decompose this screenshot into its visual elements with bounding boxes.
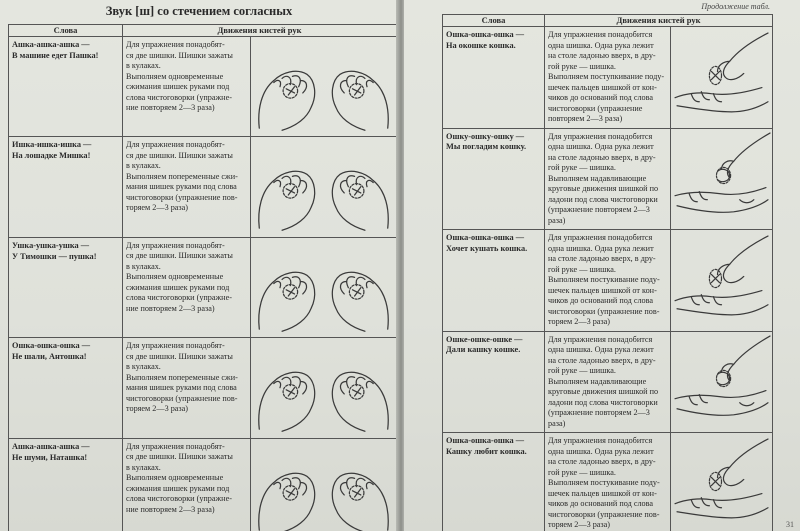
table-row	[9, 237, 397, 337]
description-line: одна шишка. Одна рука лежит	[548, 142, 654, 151]
tongue-twister-line: Ушка-ушка-ушка —	[12, 240, 90, 250]
exercise-description	[123, 338, 251, 438]
tongue-twister-line: У Тимошки — пушка!	[12, 251, 97, 261]
description-line: ся две шишки. Шишки зажаты	[126, 351, 233, 361]
description-line: одна шишка. Одна рука лежит	[548, 446, 654, 456]
description-line: Выполняем постукивание поду-	[548, 478, 660, 487]
description-line: мания шишек руками под слова	[126, 182, 237, 192]
tongue-twister-line: Ошка-ошка-ошка —	[446, 30, 525, 39]
description-line: сжимания шишек руками под	[126, 82, 230, 91]
table-row	[443, 331, 773, 433]
description-line: Выполняем одновременные	[126, 71, 224, 81]
description-line: Для упражнения понадобится	[548, 233, 653, 242]
table-row	[443, 230, 773, 332]
description-line: Выполняем одновременные	[126, 473, 224, 483]
description-line: гой руке — шишка.	[548, 61, 616, 71]
exercise-description	[545, 230, 671, 332]
table-header-row	[443, 15, 773, 27]
description-line: Выполняем попеременные сжи-	[126, 171, 238, 181]
tongue-twister-line: Ошка-ошка-ошка —	[446, 233, 525, 242]
description-line: гой руке — шишка.	[548, 264, 616, 274]
tongue-twister-line: Не шуми, Наташка!	[12, 452, 88, 462]
description-line: Для упражнения понадобят-	[126, 40, 225, 49]
tongue-twister-line: Хочет кушать кошка.	[446, 243, 528, 253]
description-line: раза)	[548, 418, 566, 428]
description-line: в кулаках.	[126, 462, 161, 472]
tongue-twister-line: Мы погладим кошку.	[446, 142, 527, 152]
description-line: (упражнение повторяем 2—3	[548, 408, 650, 417]
tongue-twister	[9, 338, 123, 438]
description-line: на столе ладонью вверх, в дру-	[548, 51, 656, 60]
description-line: торяем 2—3 раза)	[126, 203, 189, 213]
tongue-twister	[9, 237, 123, 337]
description-line: круговые движения шишкой по	[548, 184, 659, 193]
description-line: гой руке — шишка.	[548, 366, 616, 375]
description-line: Для упражнения понадобится	[548, 30, 653, 39]
tongue-twister-line: На лошадке Мишка!	[12, 151, 91, 161]
description-line: чистоговорки (упражнение пов-	[126, 192, 238, 202]
page-title: Звук [ш] со стечением согласных	[105, 4, 293, 18]
tongue-twister	[9, 37, 123, 137]
header-words: Слова	[443, 15, 545, 27]
description-line: ладони под слова чистоговорки	[548, 397, 658, 407]
tongue-twister	[443, 27, 545, 129]
tongue-twister	[443, 128, 545, 230]
exercise-description	[545, 128, 671, 230]
left-page	[0, 0, 398, 531]
description-line: чистоговорки (упражнение	[548, 103, 643, 113]
table-header-row	[9, 25, 397, 37]
description-line: ся две шишки. Шишки зажаты	[126, 50, 233, 60]
description-line: на столе ладонью вверх, в дру-	[548, 457, 656, 466]
description-line: одна шишка. Одна рука лежит	[548, 345, 654, 354]
description-line: ся две шишки. Шишки зажаты	[126, 251, 233, 261]
two-fists-with-cones-icon	[251, 338, 397, 438]
description-line: сжимания шишек руками под	[126, 483, 230, 493]
tongue-twister-line: Ашка-ашка-ашка —	[12, 441, 90, 451]
tongue-twister-line: Ошка-ошка-ошка —	[446, 436, 525, 445]
description-line: в кулаках.	[126, 61, 161, 70]
header-hand-movements: Движения кистей рук	[545, 15, 773, 27]
hand-tapping-palm-with-cone-icon	[671, 230, 773, 332]
tongue-twister	[443, 331, 545, 433]
description-line: Для упражнения понадобят-	[126, 341, 225, 351]
table-row	[9, 438, 397, 531]
description-line: в кулаках.	[126, 362, 161, 372]
description-line: ние повторяем 2—3 раза)	[126, 504, 215, 514]
description-line: чиков до оснований под слова	[548, 93, 654, 102]
table-row	[9, 338, 397, 438]
description-line: шечек пальцев шишкой от кон-	[548, 285, 657, 295]
page-number: 31	[786, 520, 794, 529]
tongue-twister-line: Ашка-ашка-ашка —	[12, 40, 90, 49]
tongue-twister-line: Кашку любит кошка.	[446, 446, 527, 456]
description-line: Выполняем поступкивание поду-	[548, 72, 665, 81]
description-line: чистоговорки (упражнение пов-	[548, 306, 660, 316]
description-line: сжимания шишек руками под	[126, 282, 230, 292]
tongue-twister-line: Ишка-ишка-ишка —	[12, 140, 92, 150]
description-line: шечек пальцев шишкой от кон-	[548, 488, 657, 498]
description-line: ся две шишки. Шишки зажаты	[126, 452, 233, 462]
description-line: (упражнение повторяем 2—3	[548, 205, 650, 214]
tongue-twister	[443, 433, 545, 531]
description-line: круговые движения шишкой по	[548, 387, 659, 396]
description-line: одна шишка. Одна рука лежит	[548, 40, 654, 50]
description-line: торяем 2—3 раза)	[126, 404, 189, 414]
description-line: Для упражнения понадобят-	[126, 140, 225, 150]
tongue-twister-line: На окошке кошка.	[446, 40, 516, 50]
description-line: Для упражнения понадобят-	[126, 240, 225, 250]
tongue-twister	[9, 438, 123, 531]
exercise-table-right	[442, 14, 773, 531]
description-line: слова чистоговорки (упражне-	[126, 293, 232, 303]
description-line: чиков до оснований под слова	[548, 499, 654, 508]
description-line: гой руке — шишка.	[548, 467, 616, 477]
description-line: Для упражнения понадобится	[548, 131, 653, 141]
exercise-description	[123, 37, 251, 137]
two-fists-with-cones-icon	[251, 237, 397, 337]
header-hand-movements: Движения кистей рук	[123, 25, 397, 37]
description-line: повторяем 2—3 раза)	[548, 114, 623, 123]
description-line: чистоговорки (упражнение пов-	[548, 509, 660, 519]
two-fists-with-cones-icon	[251, 438, 397, 531]
exercise-description	[123, 438, 251, 531]
hand-tapping-palm-with-cone-icon	[671, 433, 773, 531]
description-line: Выполняем попеременные сжи-	[126, 372, 238, 382]
tongue-twister-line: Ошку-ошку-ошку —	[446, 131, 525, 141]
description-line: торяем 2—3 раза)	[548, 520, 611, 529]
exercise-description	[545, 27, 671, 129]
description-line: Для упражнения понадобится	[548, 436, 653, 445]
tongue-twister	[9, 137, 123, 237]
description-line: чистоговорки (упражнение пов-	[126, 393, 238, 403]
description-line: ние повторяем 2—3 раза)	[126, 303, 215, 313]
tongue-twister-line: Не шали, Антошка!	[12, 352, 87, 362]
description-line: слова чистоговорки (упражне-	[126, 92, 232, 102]
description-line: Выполняем одновременные	[126, 272, 224, 282]
exercise-description	[123, 137, 251, 237]
table-row	[443, 27, 773, 129]
description-line: гой руке — шишка.	[548, 163, 616, 172]
description-line: Выполняем надавливающие	[548, 173, 647, 183]
right-page	[404, 0, 800, 531]
exercise-description	[545, 433, 671, 531]
header-words: Слова	[9, 25, 123, 37]
tongue-twister-line: Ошке-ошке-ошке —	[446, 334, 523, 344]
two-fists-with-cones-icon	[251, 137, 397, 237]
description-line: Для упражнения понадобят-	[126, 441, 225, 451]
description-line: ся две шишки. Шишки зажаты	[126, 150, 233, 160]
description-line: торяем 2—3 раза)	[548, 317, 611, 326]
tongue-twister-line: Ошка-ошка-ошка —	[12, 341, 91, 351]
table-row	[443, 128, 773, 230]
description-line: ние повторяем 2—3 раза)	[126, 103, 215, 112]
tongue-twister-line: Дали кашку кошке.	[446, 345, 521, 355]
table-row	[9, 137, 397, 237]
description-line: Выполняем надавливающие	[548, 376, 647, 386]
table-row	[443, 433, 773, 531]
description-line: раза)	[548, 215, 566, 225]
description-line: Выполняем постукивание поду-	[548, 275, 660, 284]
hand-rolling-cone-on-palm-icon	[671, 331, 773, 433]
description-line: в кулаках.	[126, 261, 161, 271]
description-line: мания шишек руками под слова	[126, 383, 237, 393]
table-row	[9, 37, 397, 137]
description-line: на столе ладонью вверх, в дру-	[548, 355, 656, 365]
description-line: Для упражнения понадобится	[548, 334, 653, 344]
exercise-table-left	[8, 24, 397, 531]
hand-rolling-cone-on-palm-icon	[671, 128, 773, 230]
description-line: одна шишка. Одна рука лежит	[548, 243, 654, 253]
tongue-twister-line: В машине едет Пашка!	[12, 50, 99, 60]
exercise-description	[123, 237, 251, 337]
description-line: слова чистоговорки (упражне-	[126, 494, 232, 504]
exercise-description	[545, 331, 671, 433]
description-line: на столе ладонью вверх, в дру-	[548, 254, 656, 263]
description-line: в кулаках.	[126, 161, 161, 171]
description-line: чиков до оснований под слова	[548, 296, 654, 305]
two-fists-with-cones-icon	[251, 37, 397, 137]
description-line: на столе ладонью вверх, в дру-	[548, 152, 656, 162]
tongue-twister	[443, 230, 545, 332]
continuation-note: Продолжение табл.	[701, 2, 770, 11]
description-line: шечек пальцев шишкой от кон-	[548, 82, 657, 92]
hand-tapping-palm-with-cone-icon	[671, 27, 773, 129]
description-line: ладони под слова чистоговорки	[548, 194, 658, 204]
